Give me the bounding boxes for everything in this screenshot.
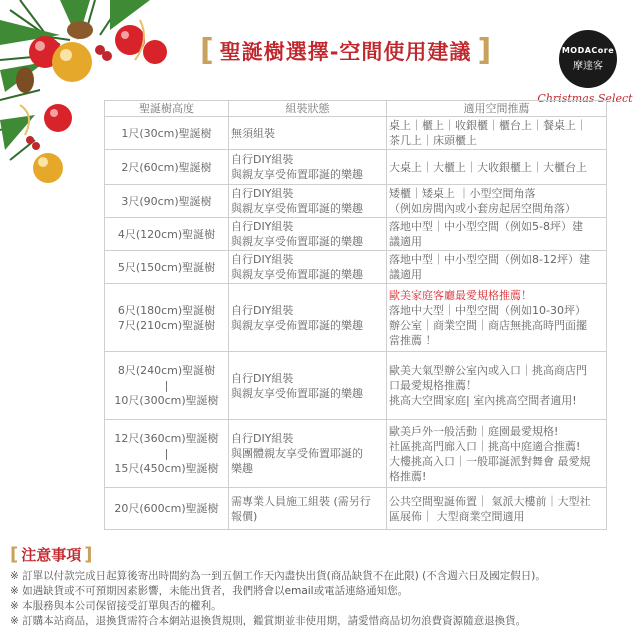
table-row [105, 218, 607, 251]
height-text: | [164, 379, 169, 392]
space-text: 落地中型｜中小型空間（例如8-12坪）建 [389, 253, 590, 266]
header-assembly: 組裝狀態 [229, 101, 387, 117]
cell-space [387, 352, 607, 420]
note-item: ※ 本服務與本公司保留接受訂單與否的權利。 [10, 600, 222, 612]
height-text: 15尺(450cm)聖誕樹 [114, 462, 219, 475]
notes-heading [10, 544, 638, 565]
space-text: 歐美戶外一般活動｜庭園最愛規格! [389, 424, 559, 438]
height-text: 1尺(30cm)聖誕樹 [121, 126, 212, 140]
cell-space [387, 117, 607, 150]
brand-name-zh: 摩達客 [573, 61, 603, 72]
cell-space [387, 251, 607, 284]
cell-space [387, 420, 607, 488]
assembly-text: 自行DIY組裝 [231, 432, 294, 445]
assembly-text: 與親友享受佈置耶誕的樂趣 [231, 318, 363, 332]
height-text: 2尺(60cm)聖誕樹 [121, 160, 212, 174]
space-text: 落地中型｜中小型空間（例如5-8坪）建 [389, 220, 583, 233]
assembly-text: 無須組裝 [231, 126, 275, 140]
cell-space [387, 284, 607, 352]
cell-assembly [229, 352, 387, 420]
space-text: 口最愛規格推薦！ [389, 379, 477, 392]
table-header-row [105, 101, 607, 117]
cell-height [105, 284, 229, 352]
assembly-text: 報價) [231, 509, 258, 523]
cell-assembly [229, 218, 387, 251]
space-text: 大樓挑高入口｜一般耶誕派對舞會 最愛規 [389, 454, 591, 468]
space-text: 格推薦! [389, 469, 427, 483]
cell-height [105, 352, 229, 420]
assembly-text: 自行DIY組裝 [231, 303, 294, 317]
assembly-text: 自行DIY組裝 [231, 253, 294, 266]
cell-assembly [229, 420, 387, 488]
assembly-text: 自行DIY組裝 [231, 220, 294, 233]
table-row [105, 420, 607, 488]
table-row [105, 284, 607, 352]
height-text: | [164, 447, 169, 460]
table-row [105, 488, 607, 530]
assembly-text: 與親友享受佈置耶誕的樂趣 [231, 235, 363, 248]
space-text: 挑高大空間家庭| 室內挑高空間者適用! [389, 394, 577, 407]
assembly-text: 與親友享受佈置耶誕的樂趣 [231, 168, 363, 181]
title-text: 聖誕樹選擇-空間使用建議 [219, 40, 472, 64]
height-text: 7尺(210cm)聖誕樹 [117, 318, 216, 332]
space-text: 議適用 [389, 235, 422, 248]
cell-height [105, 150, 229, 185]
space-text: 區展佈｜ 大型商業空間適用 [389, 509, 525, 523]
page-title [200, 33, 492, 68]
space-text: 辦公室｜商業空間｜商店無挑高時門面擺 [389, 318, 587, 332]
notes-title: 注意事項 [21, 546, 82, 564]
space-text: 歐美大氣型辦公室內或入口｜挑高商店門 [389, 364, 587, 377]
table-row [105, 352, 607, 420]
space-text: 當推薦 ！ [389, 333, 437, 347]
note-item: ※ 訂單以付款完成日起算後寄出時間約為一到五個工作天內盡快出貨(商品缺貨不在此限) (不含週六日及國定假日)。 [10, 570, 546, 582]
cell-assembly [229, 185, 387, 218]
height-text: 8尺(240cm)聖誕樹 [117, 364, 216, 377]
cell-height [105, 488, 229, 530]
assembly-text: 與親友享受佈置耶誕的樂趣 [231, 386, 363, 400]
notes-bracket-right: ] [84, 544, 93, 565]
space-text: 落地中大型｜中型空間（例如10-30坪） [389, 303, 586, 317]
height-text: 20尺(600cm)聖誕樹 [114, 502, 219, 515]
table-row [105, 251, 607, 284]
height-text: 4尺(120cm)聖誕樹 [117, 227, 216, 241]
title-bracket-left: [ [200, 33, 214, 68]
height-text: 6尺(180cm)聖誕樹 [117, 303, 216, 317]
title-bracket-right: ] [477, 33, 492, 68]
cell-assembly [229, 117, 387, 150]
space-text: 茶几上｜床頭櫃上 [389, 134, 477, 147]
assembly-text: 自行DIY組裝 [231, 153, 294, 166]
cell-space [387, 488, 607, 530]
space-text: 大桌上｜大櫃上｜大收銀櫃上｜大櫃台上 [389, 160, 587, 174]
cell-height [105, 251, 229, 284]
cell-space [387, 185, 607, 218]
assembly-text: 與親友享受佈置耶誕的樂趣 [231, 268, 363, 281]
assembly-text: 與親友享受佈置耶誕的樂趣 [231, 202, 363, 215]
space-text: 矮櫃｜矮桌上 ｜小型空間角落 [389, 187, 536, 200]
cell-height [105, 218, 229, 251]
cell-assembly [229, 488, 387, 530]
notes-section [10, 544, 638, 629]
brand-name-en: MODACore [561, 46, 615, 55]
header-height: 聖誕樹高度 [105, 101, 229, 117]
table-row [105, 117, 607, 150]
brand-tagline: Christmas Select [537, 92, 633, 105]
brand-logo [537, 30, 636, 105]
space-recommendation-table [104, 100, 606, 530]
highlight-recommendation: 歐美家庭客廳最愛規格推薦！ [389, 288, 532, 302]
cell-assembly [229, 284, 387, 352]
header-space: 適用空間推薦 [387, 101, 607, 117]
cell-height [105, 185, 229, 218]
assembly-text: 自行DIY組裝 [231, 187, 294, 200]
assembly-text: 需專業人員施工組裝 (需另行 [231, 494, 371, 508]
assembly-text: 樂趣 [231, 462, 253, 475]
cell-space [387, 150, 607, 185]
cell-height [105, 117, 229, 150]
cell-assembly [229, 251, 387, 284]
cell-assembly [229, 150, 387, 185]
brand-badge [559, 30, 617, 88]
cell-space [387, 218, 607, 251]
space-text: 議適用 [389, 268, 422, 281]
space-text: 社區挑高門廊入口｜挑高中庭適合推薦! [389, 439, 581, 453]
table-row [105, 185, 607, 218]
assembly-text: 與團體親友享受佈置耶誕的 [231, 447, 363, 460]
space-text: 桌上｜櫃上｜收銀櫃｜櫃台上｜餐桌上｜ [389, 119, 587, 132]
height-text: 12尺(360cm)聖誕樹 [114, 432, 219, 445]
note-item: ※ 訂購本站商品，退換貨需符合本網站退換貨規則，鑑賞期並非使用期，請愛惜商品切勿浪費資源隨意退換貨。 [10, 615, 527, 627]
cell-height [105, 420, 229, 488]
space-text: （例如房間內或小套房起居空間角落） [389, 202, 576, 215]
height-text: 5尺(150cm)聖誕樹 [117, 260, 216, 274]
table-row [105, 150, 607, 185]
height-text: 10尺(300cm)聖誕樹 [114, 394, 219, 407]
space-text: 公共空間聖誕佈置｜ 氣派大樓前｜大型社 [389, 494, 591, 508]
note-item: ※ 如遇缺貨或不可預期因素影響，未能出貨者，我們將會以email或電話連絡通知您。 [10, 585, 409, 597]
notes-bracket-left: [ [10, 544, 19, 565]
assembly-text: 自行DIY組裝 [231, 371, 294, 385]
height-text: 3尺(90cm)聖誕樹 [121, 194, 212, 208]
